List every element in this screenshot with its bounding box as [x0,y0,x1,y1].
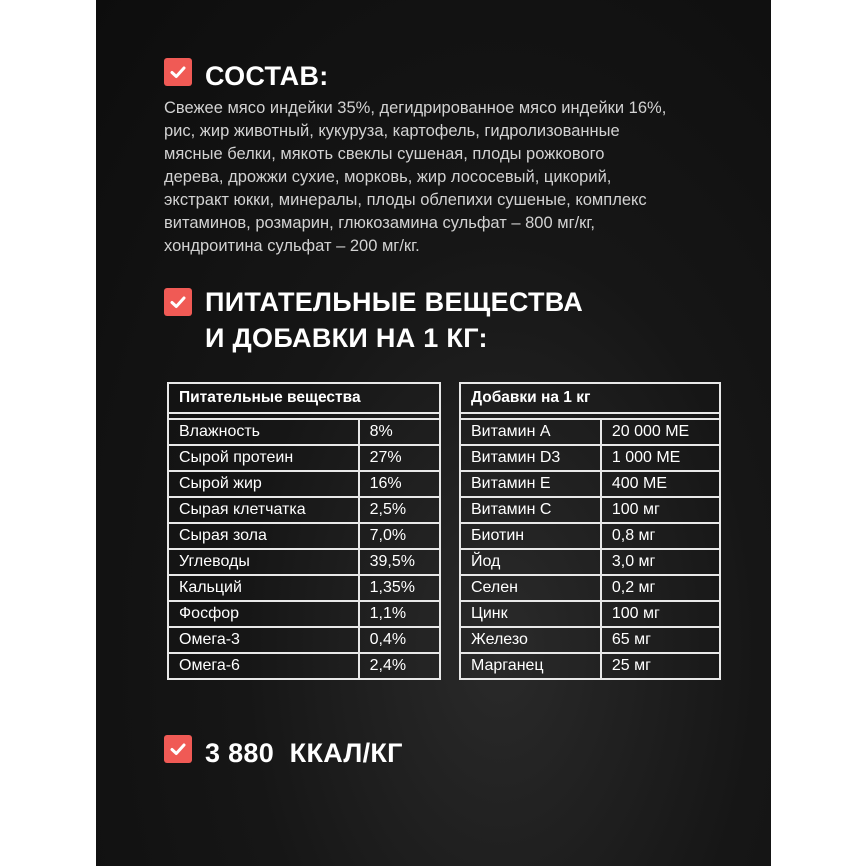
nutrient-value: 2,5% [359,497,440,523]
nutrients-title-line1: ПИТАТЕЛЬНЫЕ ВЕЩЕСТВА [205,287,584,317]
additive-name: Витамин А [460,419,601,445]
table-row [460,471,720,497]
additive-value: 20 000 МЕ [601,419,720,445]
table-row [460,523,720,549]
additive-value: 1 000 МЕ [601,445,720,471]
composition-title: СОСТАВ: [205,61,329,91]
additive-name: Железо [460,627,601,653]
table-row [460,445,720,471]
product-info-card [96,0,771,866]
table-row [460,601,720,627]
nutrient-name: Сырой жир [168,471,359,497]
table-row [168,653,440,679]
nutrient-name: Сырая зола [168,523,359,549]
nutrient-name: Углеводы [168,549,359,575]
nutrient-value: 8% [359,419,440,445]
table-row [460,653,720,679]
composition-line: мясные белки, мякоть свеклы сушеная, плоды рожкового [164,145,605,163]
nutrient-name: Омега-6 [168,653,359,679]
additive-name: Марганец [460,653,601,679]
table-row [168,627,440,653]
nutrient-name: Омега-3 [168,627,359,653]
nutrients-title-line2: И ДОБАВКИ НА 1 КГ: [205,323,488,353]
composition-line: дерева, дрожжи сухие, морковь, жир лососевый, цикорий, [164,168,612,186]
table-row [168,445,440,471]
table-row [168,575,440,601]
nutrient-value: 7,0% [359,523,440,549]
nutrient-value: 2,4% [359,653,440,679]
nutrient-name: Кальций [168,575,359,601]
nutrient-value: 1,35% [359,575,440,601]
composition-line: витаминов, розмарин, глюкозамина сульфат – 800 мг/кг, [164,214,595,232]
additive-name: Биотин [460,523,601,549]
nutrient-value: 39,5% [359,549,440,575]
additive-value: 0,2 мг [601,575,720,601]
nutrient-value: 27% [359,445,440,471]
nutrient-value: 1,1% [359,601,440,627]
energy-title: 3 880 ККАЛ/КГ [205,738,403,768]
nutrient-name: Сырой протеин [168,445,359,471]
additive-name: Витамин Е [460,471,601,497]
table-row [460,627,720,653]
table-row [168,497,440,523]
energy-heading [164,735,403,771]
table-row [460,549,720,575]
additive-name: Йод [460,549,601,575]
composition-line: экстракт юкки, минералы, плоды облепихи сушеные, комплекс [164,191,647,209]
table-row [460,497,720,523]
additives-table [459,382,721,680]
table-row [168,471,440,497]
additives-table-header: Добавки на 1 кг [460,383,720,413]
checkmark-icon [164,735,192,763]
table-row [168,549,440,575]
nutrient-name: Сырая клетчатка [168,497,359,523]
nutrient-value: 0,4% [359,627,440,653]
additive-value: 65 мг [601,627,720,653]
additive-value: 3,0 мг [601,549,720,575]
additive-name: Селен [460,575,601,601]
nutrient-value: 16% [359,471,440,497]
additive-value: 0,8 мг [601,523,720,549]
composition-line: хондроитина сульфат – 200 мг/кг. [164,237,420,255]
additive-name: Цинк [460,601,601,627]
table-row [168,601,440,627]
additive-name: Витамин D3 [460,445,601,471]
additive-value: 100 мг [601,601,720,627]
additive-value: 100 мг [601,497,720,523]
table-row [460,575,720,601]
nutrients-table-header: Питательные вещества [168,383,440,413]
nutrient-name: Фосфор [168,601,359,627]
composition-text [164,97,764,258]
nutrient-name: Влажность [168,419,359,445]
table-row [168,523,440,549]
table-row [168,419,440,445]
additive-name: Витамин С [460,497,601,523]
table-row [460,419,720,445]
composition-heading [164,58,329,94]
nutrients-heading [164,284,583,356]
checkmark-icon [164,58,192,86]
additive-value: 400 МЕ [601,471,720,497]
composition-line: рис, жир животный, кукуруза, картофель, гидролизованные [164,122,620,140]
additive-value: 25 мг [601,653,720,679]
nutrients-table [167,382,441,680]
nutrients-title [205,284,583,356]
checkmark-icon [164,288,192,316]
composition-line: Свежее мясо индейки 35%, дегидрированное мясо индейки 16%, [164,99,667,117]
